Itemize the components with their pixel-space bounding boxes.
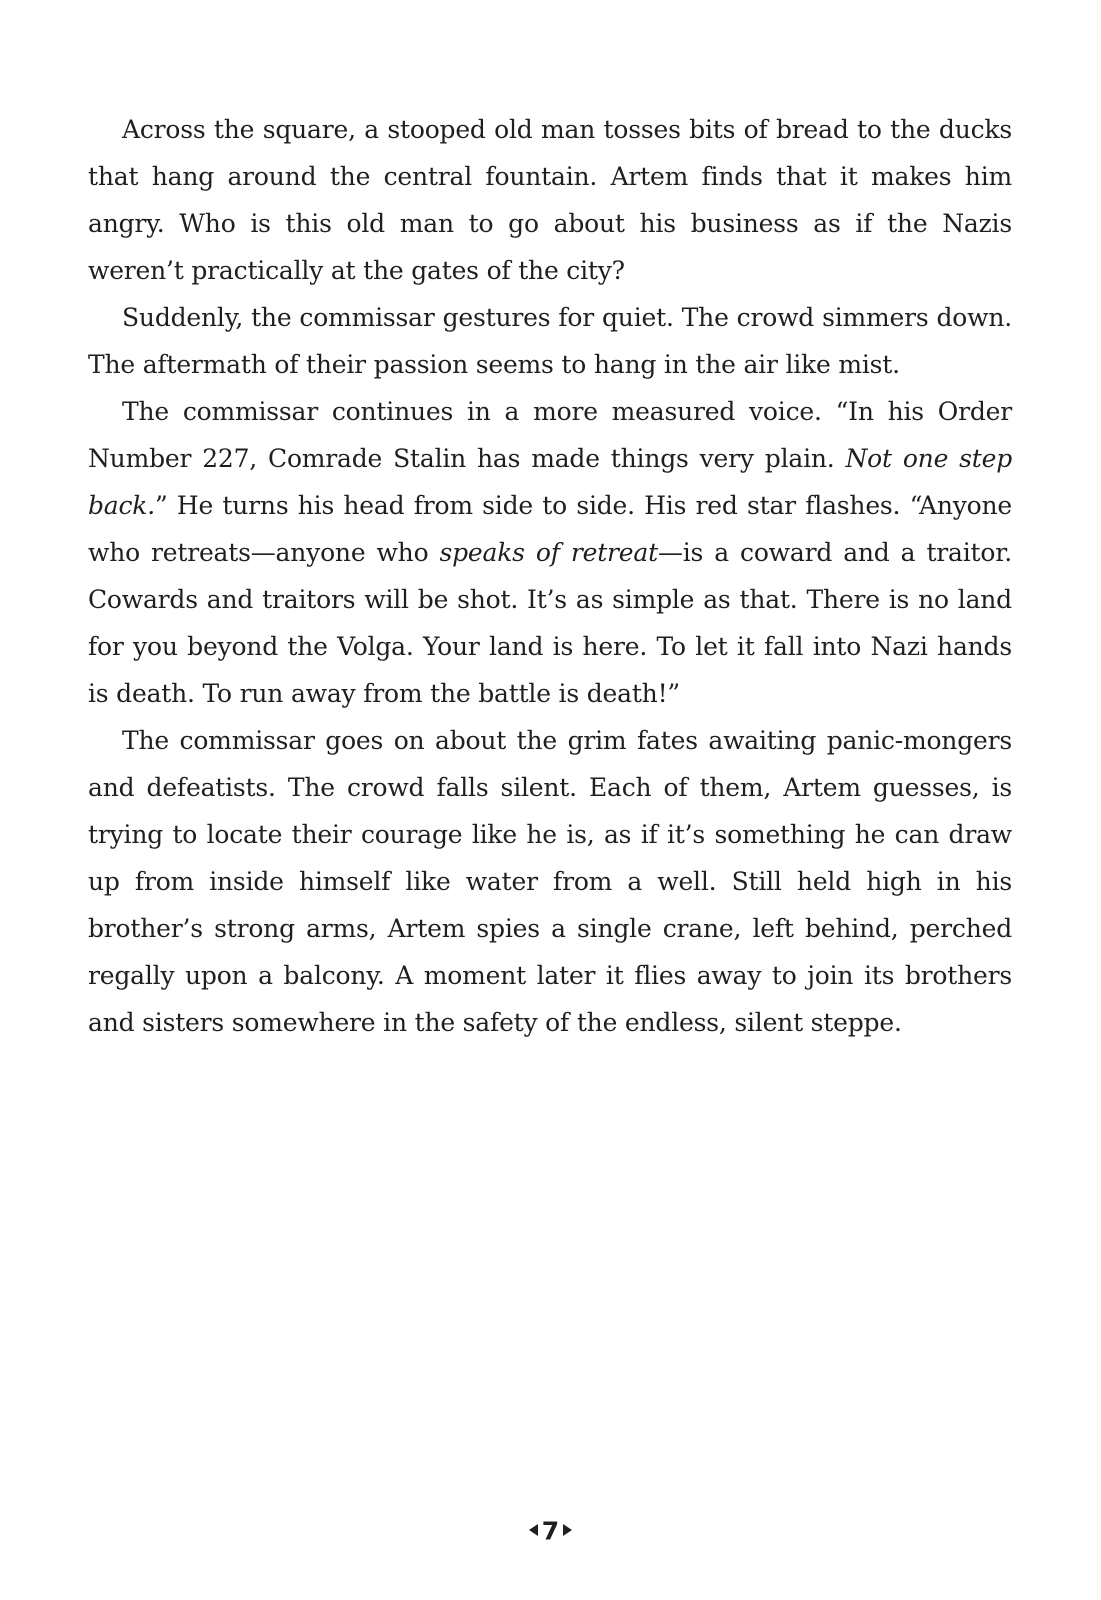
body-text [88, 106, 1012, 1046]
italic-text-segment: Not one step back. [88, 444, 1012, 520]
italic-text-segment: speaks of retreat [439, 538, 658, 567]
triangle-left-icon [529, 1524, 538, 1536]
paragraph [88, 717, 1012, 1046]
paragraph [88, 388, 1012, 717]
paragraph [88, 106, 1012, 294]
text-segment: Across the square, a stooped old man tosses bits of bread to the ducks that hang around the central fountain. Artem finds that it makes him angry. Who is this old man to go about his business as if the Nazis weren’t practically at the gates of the city? [88, 115, 1012, 285]
text-segment: The commissar continues in a more measured voice. “In his Order Number 227, Comrade Stalin has made things very plain. [88, 397, 1012, 473]
text-segment: —is a coward and a traitor. Cowards and traitors will be shot. It’s as simple as that. There is no land for you beyond the Volga. Your land is here. To let it fall into Nazi hands is death. To run away from the battle is death!” [88, 538, 1012, 708]
text-segment: The commissar goes on about the grim fates awaiting panic-mongers and defeatists. The crowd falls silent. Each of them, Artem guesses, is trying to locate their courage like he is, as if it’s something he can draw up from inside himself like water from a well. Still held high in his brother’s strong arms, Artem spies a single crane, left behind, perched regally upon a balcony. A moment later it flies away to join its brothers and sisters somewhere in the safety of the endless, silent steppe. [88, 726, 1012, 1037]
triangle-right-icon [563, 1524, 572, 1536]
text-segment: ” He turns his head from side to side. His red star flashes. “Anyone who retreats—anyone who [88, 491, 1012, 567]
text-segment: Suddenly, the commissar gestures for quiet. The crowd simmers down. The aftermath of their passion seems to hang in the air like mist. [88, 303, 1012, 379]
page-number: 7 [541, 1516, 560, 1546]
paragraph [88, 294, 1012, 388]
page-number-folio [0, 1516, 1101, 1547]
